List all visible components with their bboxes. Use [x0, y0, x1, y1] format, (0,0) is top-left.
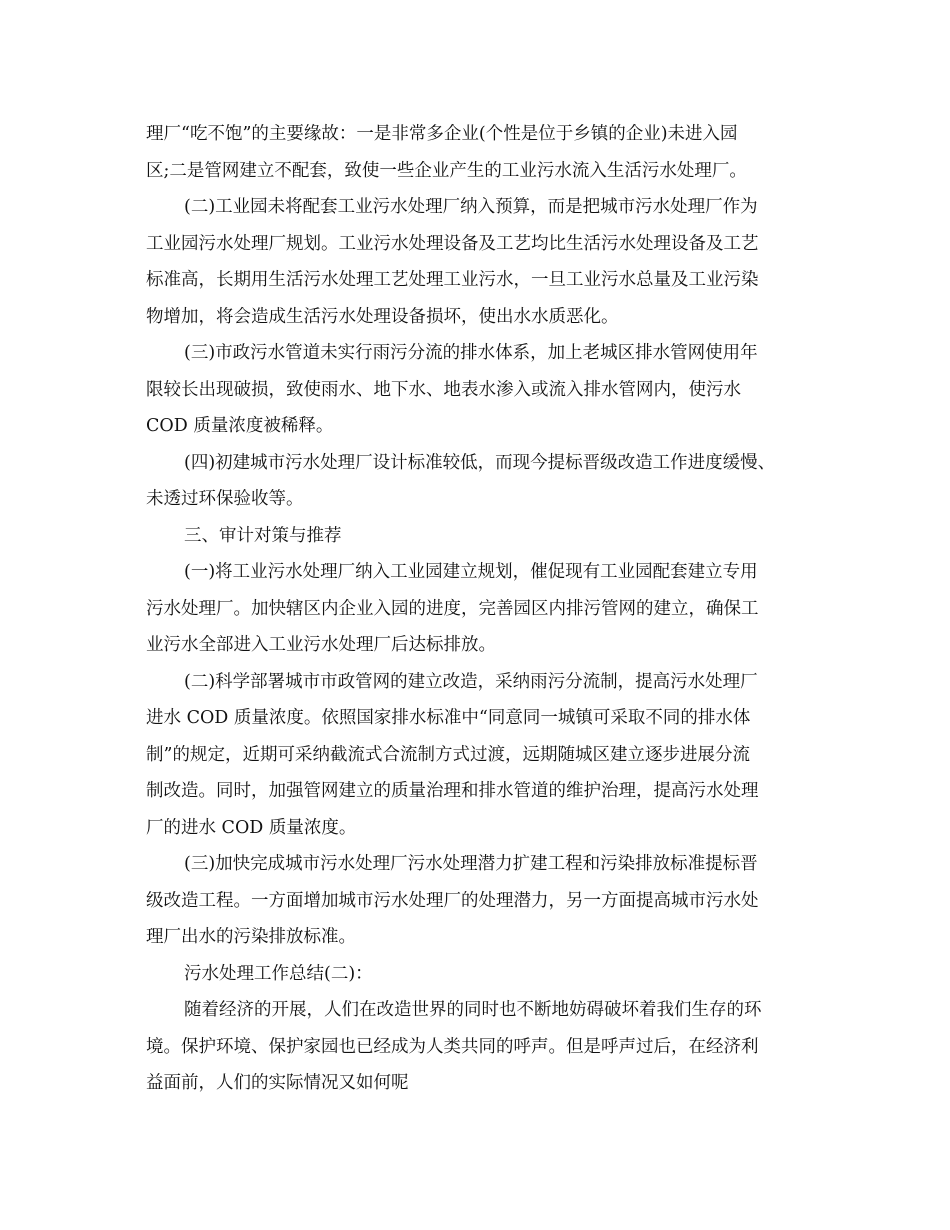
text-line: 污水处理厂。加快辖区内企业入园的进度，完善园区内排污管网的建立，确保工: [146, 598, 759, 619]
text-line: 厂的进水 COD 质量浓度。: [146, 817, 357, 838]
text-line: 级改造工程。一方面增加城市污水处理厂的处理潜力，另一方面提高城市污水处: [146, 890, 759, 911]
text-line: 随着经济的开展，人们在改造世界的同时也不断地妨碍破坏着我们生存的环: [184, 1000, 762, 1020]
text-line: 制改造。同时，加强管网建立的质量治理和排水管道的维护治理，提高污水处理: [146, 781, 759, 801]
text-line: 理厂“吃不饱”的主要缘故：一是非常多企业(个性是位于乡镇的企业)未进入园: [146, 124, 738, 144]
text-line: 进水 COD 质量浓度。依照国家排水标准中“同意同一城镇可采取不同的排水体: [146, 708, 751, 728]
text-line: (二)科学部署城市市政管网的建立改造，采纳雨污分流制，提高污水处理厂: [184, 671, 758, 692]
text-line: 未透过环保验收等。: [146, 489, 304, 509]
text-line: COD 质量浓度被稀释。: [146, 416, 334, 436]
text-line: (三)加快完成城市污水处理厂污水处理潜力扩建工程和污染排放标准提标晋: [184, 854, 758, 874]
text-line: 污水处理工作总结(二)：: [184, 963, 373, 984]
text-line: 限较长出现破损，致使雨水、地下水、地表水渗入或流入排水管网内，使污水: [146, 379, 741, 400]
text-line: 制”的规定，近期可采纳截流式合流制方式过渡，远期随城区建立逐步进展分流: [146, 744, 750, 765]
text-line: (四)初建城市污水处理厂设计标准较低，而现今提标晋级改造工作进度缓慢、: [184, 452, 776, 473]
text-line: 标准高，长期用生活污水处理工艺处理工业污水，一旦工业污水总量及工业污染: [146, 270, 759, 290]
text-line: 益面前，人们的实际情况又如何呢: [146, 1073, 409, 1093]
text-line: 业污水全部进入工业污水处理厂后达标排放。: [146, 635, 496, 655]
text-line: 境。保护环境、保护家园也已经成为人类共同的呼声。但是呼声过后，在经济利: [146, 1036, 759, 1057]
text-line: 工业园污水处理厂规划。工业污水处理设备及工艺均比生活污水处理设备及工艺: [146, 233, 759, 254]
text-line: 理厂出水的污染排放标准。: [146, 927, 356, 947]
text-line: (二)工业园未将配套工业污水处理厂纳入预算，而是把城市污水处理厂作为: [184, 197, 758, 217]
text-line: 物增加，将会造成生活污水处理设备损坏，使出水水质恶化。: [146, 306, 619, 327]
text-line: (一)将工业污水处理厂纳入工业园建立规划，催促现有工业园配套建立专用: [184, 562, 758, 582]
text-line: (三)市政污水管道未实行雨污分流的排水体系，加上老城区排水管网使用年: [184, 343, 758, 363]
document-body: [146, 116, 811, 1102]
text-line: 三、审计对策与推荐: [184, 525, 342, 546]
text-line: 区;二是管网建立不配套，致使一些企业产生的工业污水流入生活污水处理厂。: [146, 160, 747, 181]
